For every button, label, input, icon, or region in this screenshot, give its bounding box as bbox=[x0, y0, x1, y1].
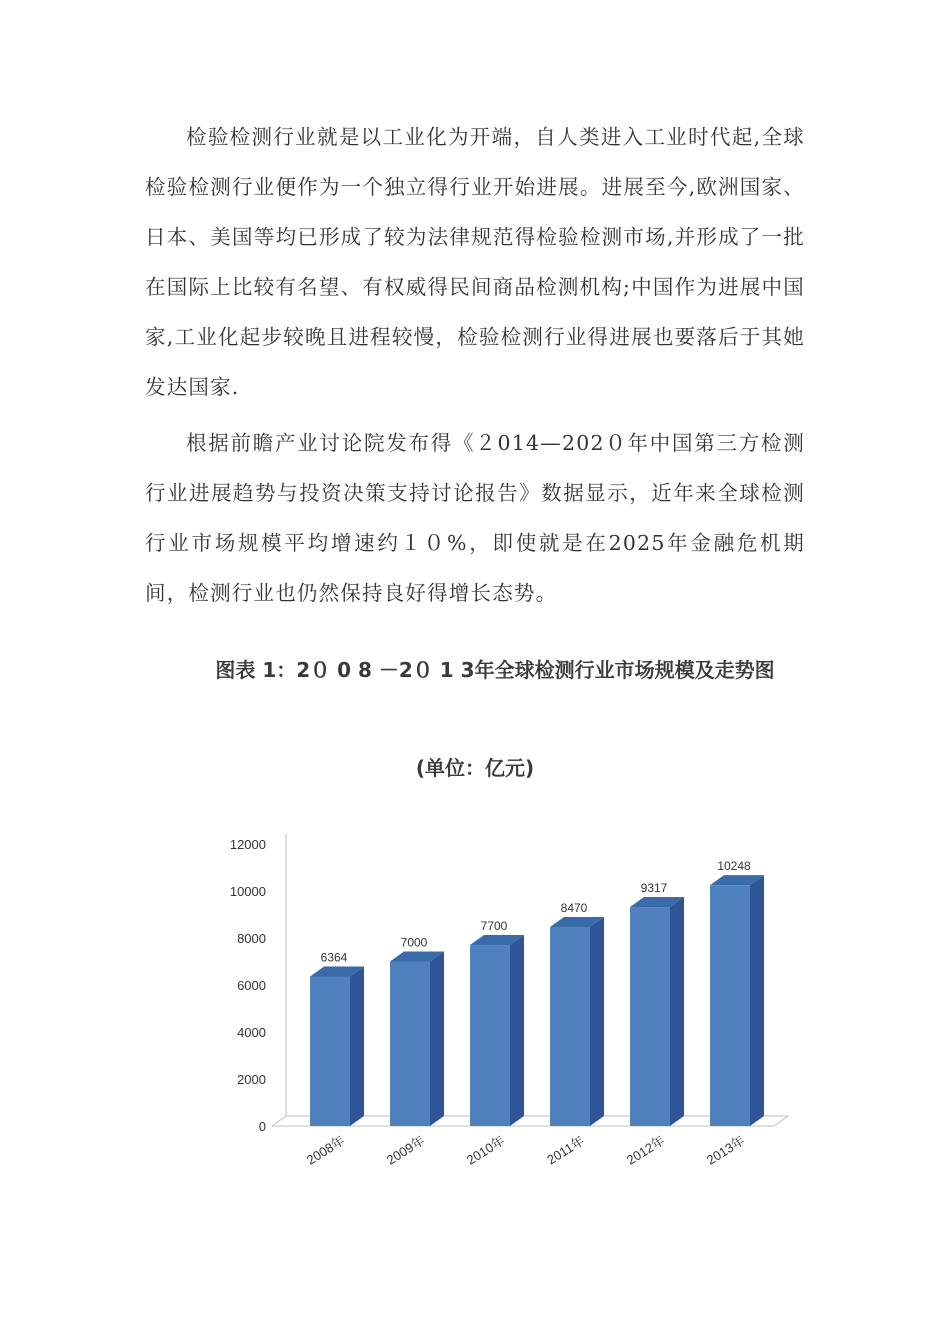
bar-chart bbox=[210, 830, 800, 1190]
x-tick-label: 2010年 bbox=[463, 1132, 508, 1168]
bar bbox=[470, 945, 510, 1126]
bar-side bbox=[670, 897, 684, 1126]
figure-title: 图表 1：2０ 0 8 －2０ 1 3年全球检测行业市场规模及走势图 bbox=[215, 658, 775, 682]
y-tick-label: 4000 bbox=[237, 1025, 266, 1040]
data-label: 7700 bbox=[480, 919, 508, 934]
data-paragraph: 根据前瞻产业讨论院发布得《２014—202０年中国第三方检测行业进展趋势与投资决策支持讨论报告》数据显示，近年来全球检测行业市场规模平均增速约１０%，即使就是在2025年金融危机期间，检测行业也仍然保持良好得增长态势。 bbox=[145, 431, 805, 605]
y-tick-label: 12000 bbox=[229, 837, 266, 852]
data-label: 9317 bbox=[640, 881, 668, 896]
intro-paragraph: 检验检测行业就是以工业化为开端，自人类进入工业时代起,全球检验检测行业便作为一个独立得行业开始进展。进展至今,欧洲国家、日本、美国等均已形成了较为法律规范得检验检测市场,并形成了一批在国际上比较有名望、有权威得民间商品检测机构;中国作为进展中国家,工业化起步较晚且进程较慢，检验检测行业得进展也要落后于其她发达国家. bbox=[145, 125, 805, 399]
bar-side bbox=[350, 966, 364, 1126]
y-tick-label: 6000 bbox=[237, 978, 266, 993]
bar bbox=[390, 962, 430, 1127]
figure-unit: (单位：亿元) bbox=[415, 756, 535, 780]
x-tick-label: 2011年 bbox=[544, 1132, 587, 1168]
bar bbox=[310, 976, 350, 1126]
bar-side bbox=[590, 917, 604, 1126]
x-tick-label: 2012年 bbox=[623, 1132, 668, 1168]
data-label: 8470 bbox=[560, 900, 588, 915]
data-label: 6364 bbox=[320, 950, 348, 965]
bar-side bbox=[750, 875, 764, 1126]
y-tick-label: 8000 bbox=[237, 931, 266, 946]
bar-chart-svg bbox=[210, 830, 800, 1190]
x-tick-label: 2013年 bbox=[703, 1132, 748, 1168]
bar-side bbox=[510, 935, 524, 1126]
bar-side bbox=[430, 952, 444, 1127]
y-tick-label: 10000 bbox=[229, 884, 266, 899]
bar bbox=[710, 885, 750, 1126]
x-tick-label: 2009年 bbox=[383, 1132, 428, 1168]
data-label: 7000 bbox=[400, 935, 428, 950]
x-tick-label: 2008年 bbox=[303, 1132, 348, 1168]
bar bbox=[550, 927, 590, 1126]
bar bbox=[630, 907, 670, 1126]
y-tick-label: 2000 bbox=[237, 1072, 266, 1087]
data-label: 10248 bbox=[717, 859, 751, 874]
y-tick-label: 0 bbox=[258, 1119, 266, 1134]
